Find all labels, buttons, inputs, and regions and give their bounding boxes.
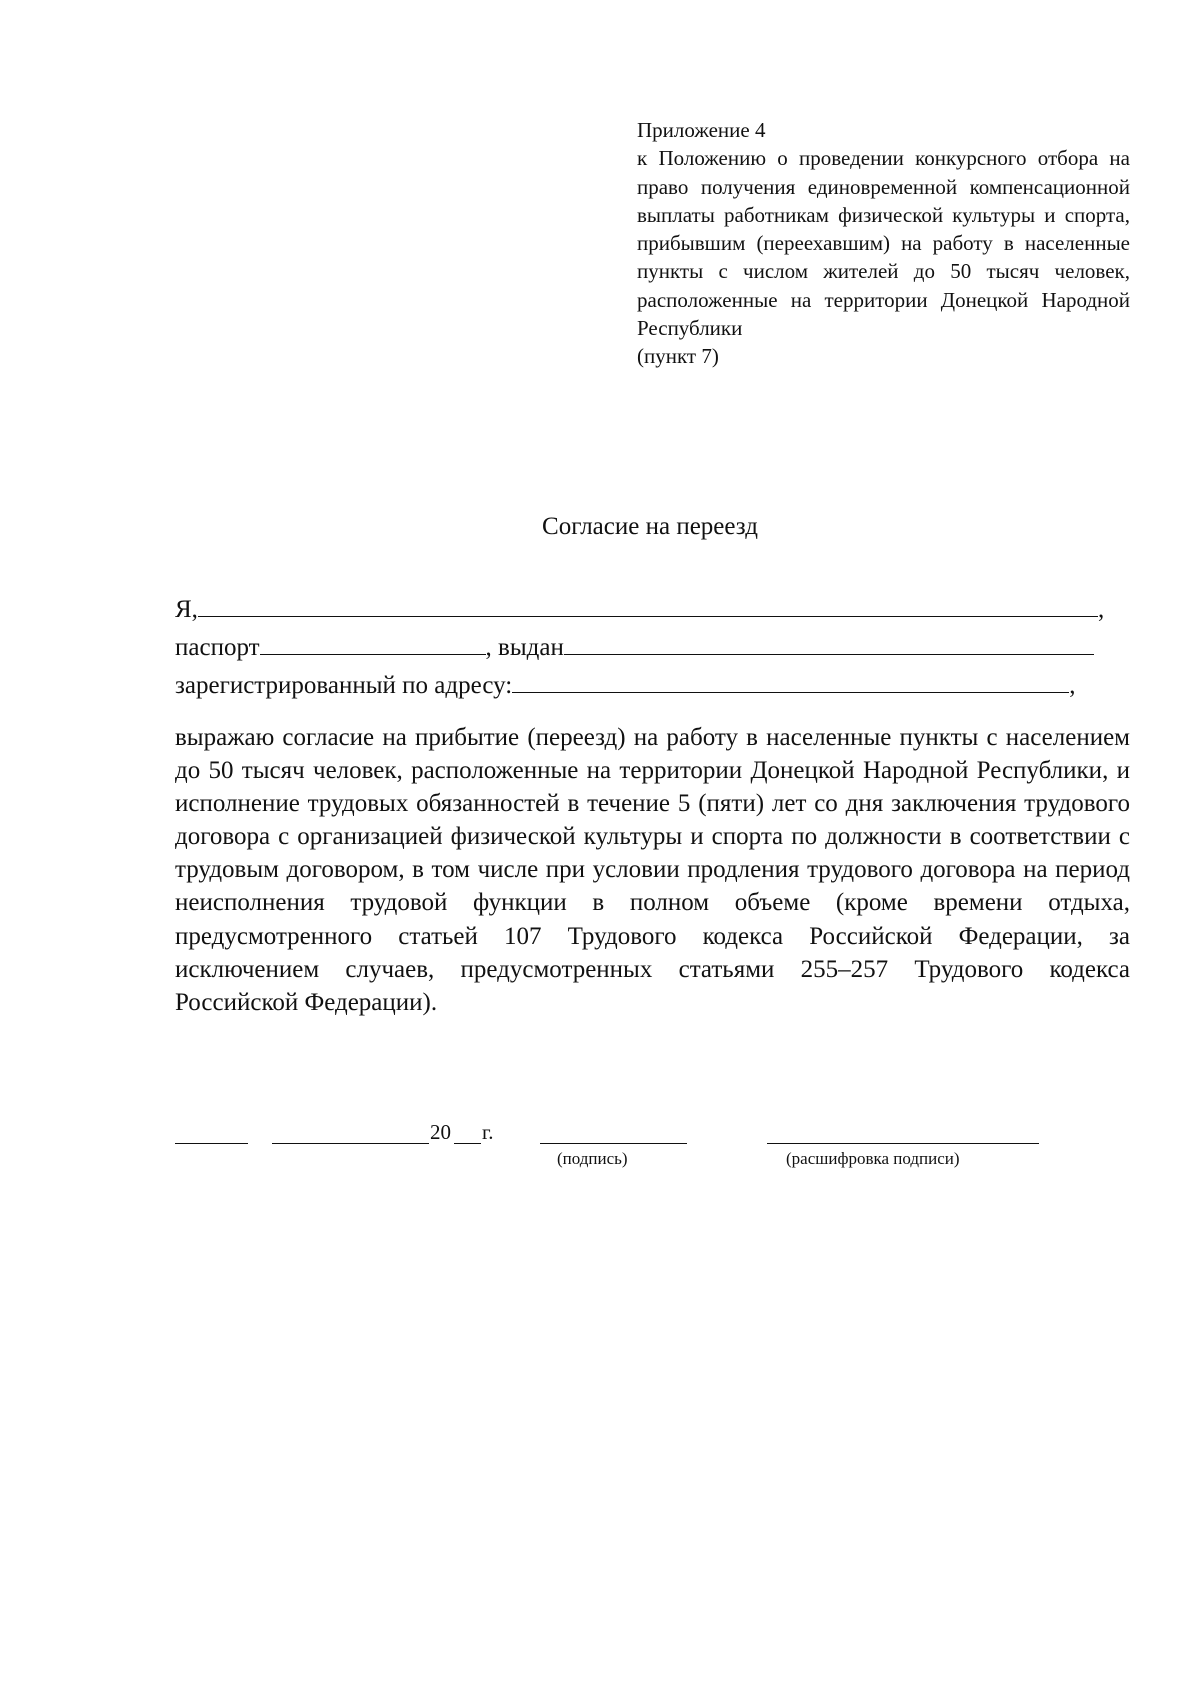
passport-label: паспорт	[175, 634, 260, 661]
signature-caption: (подпись)	[557, 1149, 628, 1168]
issued-label: , выдан	[485, 634, 564, 661]
document-title: Согласие на переезд	[542, 513, 758, 540]
passport-line	[175, 630, 1094, 664]
name-line	[175, 592, 1104, 626]
appendix-block	[637, 116, 1130, 371]
year-field[interactable]	[454, 1143, 481, 1144]
signature-decoding-field[interactable]	[767, 1143, 1039, 1144]
appendix-body: к Положению о проведении конкурсного отбора на право получения единовременной компенсационной выплаты работникам физической культуры и спорта, прибывшим (переехавшим) на работу в населенные пункты с числом жителей до 50 тысяч человек, расположенные на территории Донецкой Народной Республики	[637, 146, 1130, 341]
year-prefix: 20	[430, 1120, 451, 1144]
year-suffix: г.	[482, 1120, 494, 1144]
issued-field[interactable]	[564, 630, 1094, 655]
decoding-caption: (расшифровка подписи)	[786, 1149, 960, 1168]
address-suffix: ,	[1069, 672, 1076, 699]
consent-paragraph: выражаю согласие на прибытие (переезд) на работу в населенные пункты с населением до 50 тысяч человек, расположенные на территории Донецкой Народной Республики, и исполнение трудовых обязанностей в течение 5 (пяти) лет со дня заключения трудового договора с организацией физической культуры и спорта по должности в соответствии с трудовым договором, в том числе при условии продления трудового договора на период неисполнения трудовой функции в полном объеме (кроме времени отдыха, предусмотренного статьей 107 Трудового кодекса Российской Федерации, за исключением случаев, предусмотренных статьями 255–257 Трудового кодекса Российской Федерации).	[175, 724, 1130, 1016]
passport-field[interactable]	[260, 630, 486, 655]
day-field[interactable]	[175, 1143, 248, 1144]
name-suffix: ,	[1097, 596, 1105, 623]
appendix-title: Приложение 4	[637, 118, 766, 142]
name-field[interactable]	[198, 592, 1098, 617]
address-field[interactable]	[512, 668, 1069, 693]
name-prefix: Я,	[175, 596, 198, 623]
address-label: зарегистрированный по адресу:	[175, 672, 513, 699]
month-field[interactable]	[272, 1143, 429, 1144]
signature-field[interactable]	[540, 1143, 687, 1144]
address-line	[175, 668, 1075, 702]
appendix-clause: (пункт 7)	[637, 344, 719, 369]
